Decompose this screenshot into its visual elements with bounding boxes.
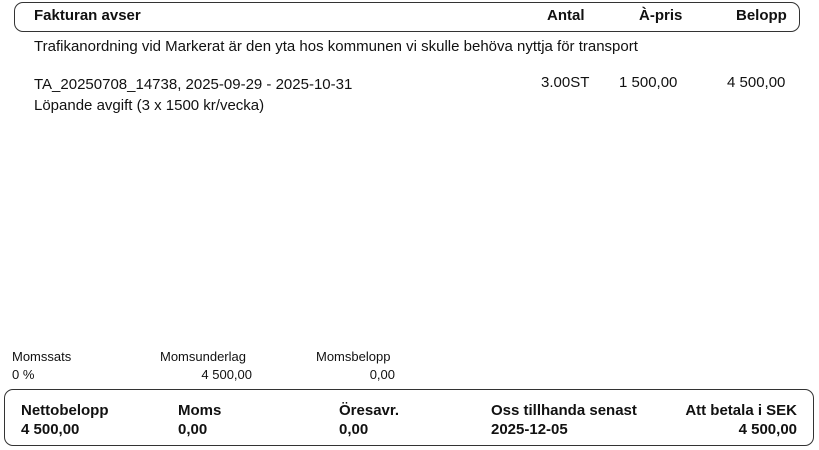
due-date-label: Oss tillhanda senast — [491, 402, 637, 419]
header-description: Fakturan avser — [34, 7, 141, 24]
vat-amount-label: Momsbelopp — [316, 349, 391, 364]
vat-rate-value: 0 % — [12, 367, 35, 382]
rounding-value: 0,00 — [339, 421, 369, 438]
rounding-label: Öresavr. — [339, 402, 400, 419]
header-unit-price: À-pris — [639, 7, 683, 24]
line-quantity: 3.00ST — [541, 74, 590, 91]
net-value: 4 500,00 — [21, 421, 80, 438]
vat-base-label: Momsunderlag — [160, 349, 246, 364]
header-amount: Belopp — [736, 7, 787, 24]
pay-value: 4 500,00 — [738, 421, 797, 438]
line-reference: TA_20250708_14738, 2025-09-29 - 2025-10-31 — [34, 76, 353, 93]
invoice-subject: Trafikanordning vid Markerat är den yta hos kommunen vi skulle behöva nyttja för transport — [34, 38, 638, 55]
vat-rate-label: Momssats — [12, 349, 72, 364]
due-date-value: 2025-12-05 — [491, 421, 568, 438]
vat-total-value: 0,00 — [178, 421, 208, 438]
pay-label: Att betala i SEK — [685, 402, 797, 419]
header-quantity: Antal — [547, 7, 585, 24]
line-detail: Löpande avgift (3 x 1500 kr/vecka) — [34, 97, 265, 114]
line-amount: 4 500,00 — [727, 74, 786, 91]
line-unit-price: 1 500,00 — [619, 74, 678, 91]
vat-total-label: Moms — [178, 402, 222, 419]
vat-base-value: 4 500,00 — [201, 367, 252, 382]
net-label: Nettobelopp — [21, 402, 109, 419]
vat-amount-value: 0,00 — [369, 367, 395, 382]
